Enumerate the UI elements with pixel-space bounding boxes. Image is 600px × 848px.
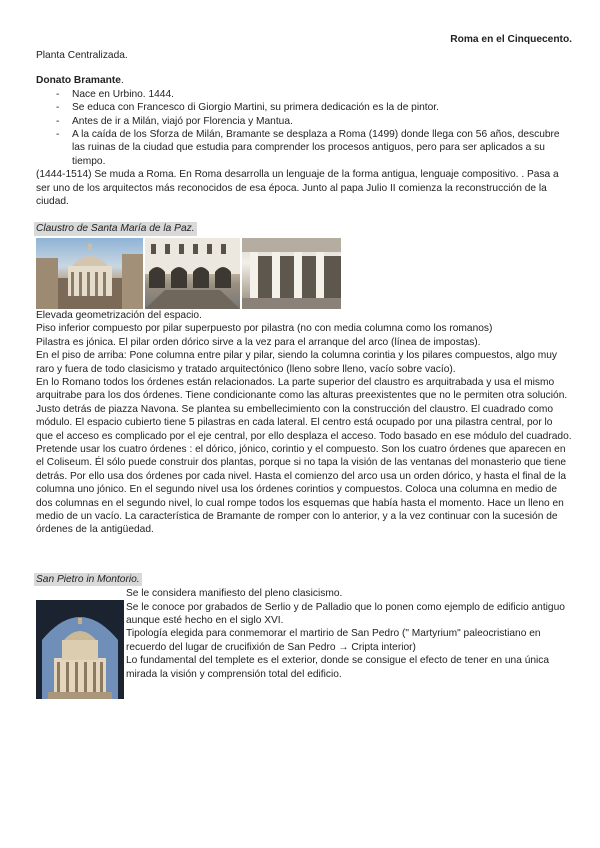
claustro-paragraph: Elevada geometrización del espacio. bbox=[36, 309, 202, 321]
claustro-paragraph: En lo Romano todos los órdenes están relacionados. La parte superior del claustro es arquitrabada y usa el mismo arquitrabe para los dos órdenes. Tiene condicionante como las alturas preexistentes que no le permiten otra solución. bbox=[36, 376, 568, 402]
claustro-paragraph: En el piso de arriba: Pone columna entre pilar y pilar, siendo la columna corintia y los pilares compuestos, algo muy raro y fuera de todo clasicismo y tratado arquitectónico (lleno sobre lleno, vacío sobre vacío). bbox=[36, 350, 557, 375]
document-page bbox=[36, 33, 572, 699]
bio-item: - Antes de ir a Milán, viajó por Florencia y Mantua. bbox=[36, 115, 572, 128]
claustro-paragraph: Pilastra es jónica. El pilar orden dórico sirve a la vez para el arranque del arco (línea de impostas). bbox=[36, 336, 481, 348]
cloister-colonnade-photo bbox=[242, 238, 341, 309]
claustro-paragraph: Piso inferior compuesto por pilar superpuesto por pilastra (no con media columna como los romanos) bbox=[36, 323, 493, 335]
san-pietro-label: San Pietro in Montorio. bbox=[36, 573, 140, 585]
san-pietro-paragraph: Se le considera manifiesto del pleno clasicismo. bbox=[126, 588, 343, 600]
bio-list bbox=[36, 88, 572, 168]
subtitle: Planta Centralizada. bbox=[36, 50, 128, 61]
claustro-label: Claustro de Santa María de la Paz. bbox=[36, 223, 195, 235]
claustro-paragraph: Pretende usar los cuatro órdenes : el dórico, jónico, corintio y el compuesto. Son los cuatro órdenes que aparecen en el Coliseum. Él sólo puede construir dos plantas, porque si no tapa la visión de las ventanas del monasterio que tiene detrás. Por ello usa dos órdenes por cada nivel. Hasta el comienzo del arco usa un orden dórico, y hasta el final de la columna uno jónico. En el segundo nivel usa los órdenes corintios y compuestos. Coloca una columna en medio de dos columnas en el segundo nivel, lo cual rompe todos los esquemas que había hasta el momento. Hace un lleno en medio de un vacío. La característica de Bramante de romper con lo anterior, y a la vez continuar con la sucesión de órdenes de la antigüedad. bbox=[36, 443, 567, 536]
bio-item: - A la caída de los Sforza de Milán, Bramante se desplaza a Roma (1499) donde llega con 56 años, descubre las ruinas de la ciudad que estudia para comprender los procesos antiguos, pero para ser aplicados a su tiempo. bbox=[36, 128, 572, 168]
san-pietro-section bbox=[36, 587, 572, 699]
san-pietro-paragraph: Se le conoce por grabados de Serlio y de Palladio que lo ponen como ejemplo de edificio antiguo aunque esté hecho en el siglo XVI. bbox=[126, 601, 565, 626]
document-title: Roma en el Cinquecento. bbox=[450, 34, 572, 45]
bio-paragraph: (1444-1514) Se muda a Roma. En Roma desarrolla un lenguaje de la forma antigua, lenguaje compositivo. . Pasa a ser uno de los arquitectos más reconocidos de esa época. Junto al papa Julio II comienza la reconstrucción de la ciudad. bbox=[36, 169, 559, 208]
san-pietro-photo bbox=[36, 600, 124, 699]
tempietto-photo bbox=[36, 238, 143, 309]
san-pietro-paragraph: Lo fundamental del templete es el exterior, donde se consigue el efecto de tener en una única mirada la visión y comprensión total del edificio. bbox=[126, 655, 550, 680]
author-heading bbox=[36, 74, 572, 87]
bio-item: - Se educa con Francesco di Giorgio Martini, su primera dedicación es la de pintor. bbox=[36, 101, 572, 114]
author-name: Donato Bramante bbox=[36, 75, 121, 87]
author-period: . bbox=[120, 75, 124, 87]
claustro-paragraph: Justo detrás de piazza Navona. Se plantea su embellecimiento con la construcción del claustro. El cuadrado como módulo. El espacio cubierto tiene 5 pilastras en cada lateral. El centro está ocupado por una pilastra central, por lo que el acceso es complicado por el eje central, por ello desplaza el acceso. Todo basado en ese módulo del cuadrado. bbox=[36, 403, 572, 442]
san-pietro-paragraph: Tipología elegida para conmemorar el martirio de San Pedro (" Martyrium" paleocristiano en recuerdo del lugar de crucifixión de San Pedro → Cripta interior) bbox=[126, 628, 541, 653]
bio-item: - Nace en Urbino. 1444. bbox=[36, 88, 572, 101]
cloister-arcade-photo bbox=[145, 238, 240, 309]
claustro-photos bbox=[36, 238, 572, 309]
